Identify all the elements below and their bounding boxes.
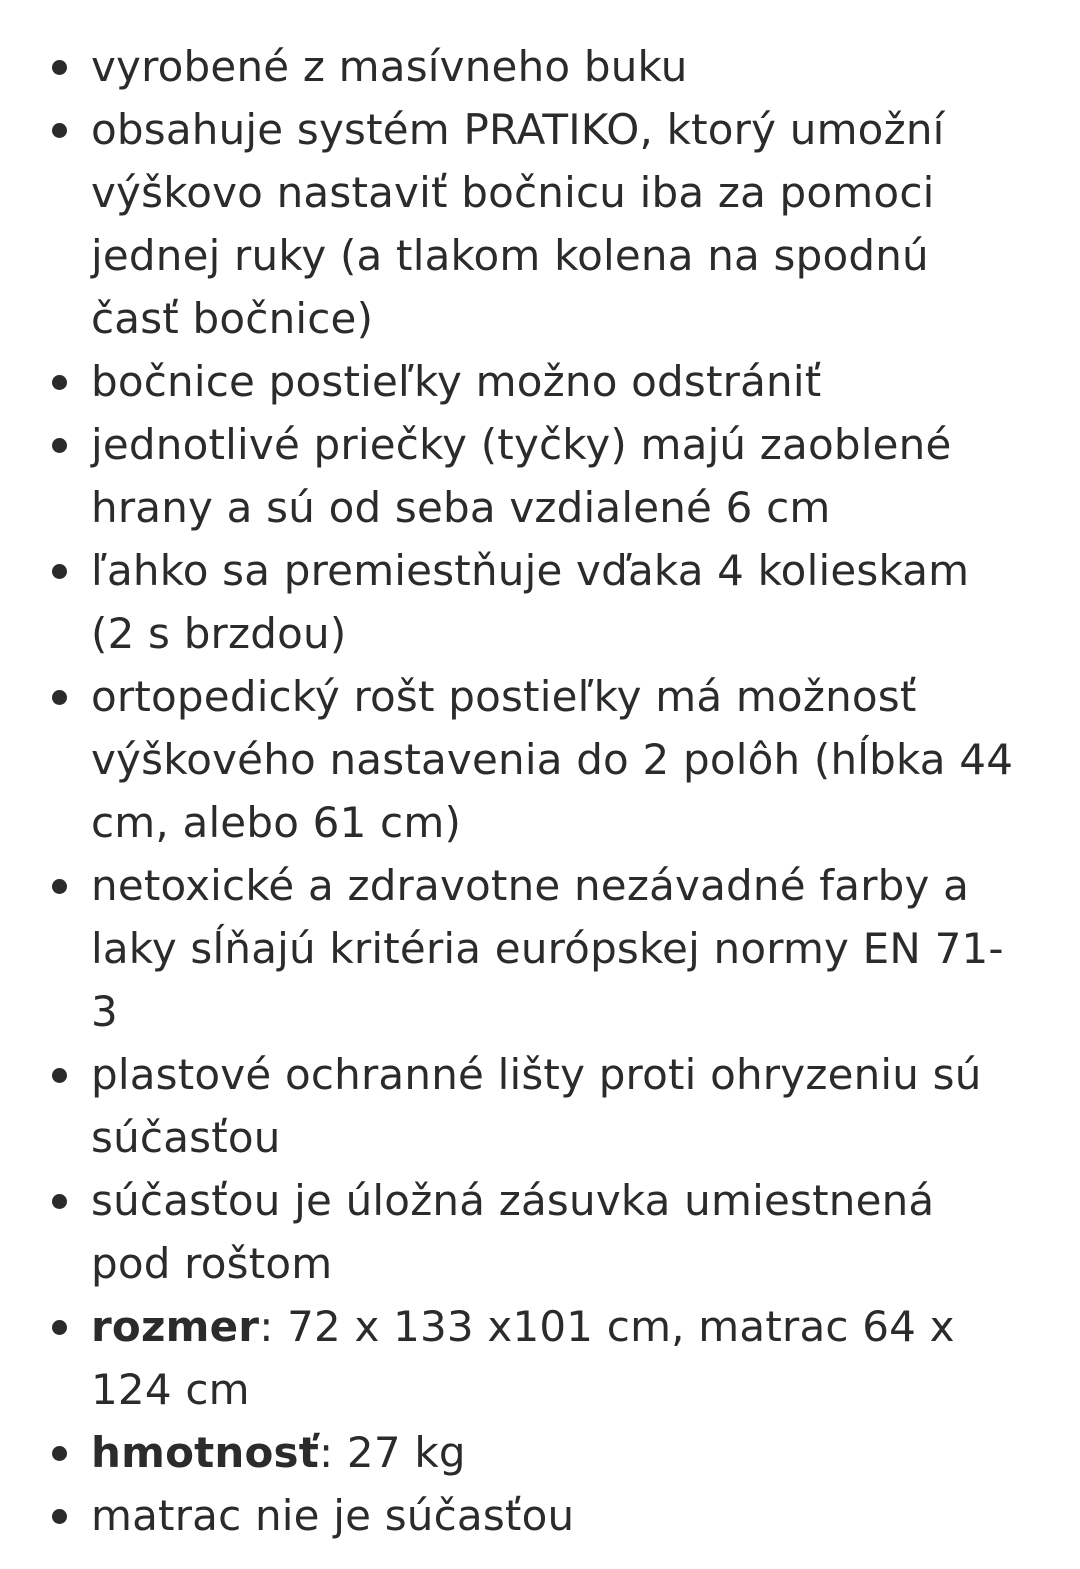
list-item <box>0 665 1080 854</box>
list-item-text: ortopedický rošt postieľky má možnosť výškového nastavenia do 2 polôh (hĺbka 44 cm, alebo 61 cm) <box>91 672 1014 847</box>
list-item-text: jednotlivé priečky (tyčky) majú zaoblené hrany a sú od seba vzdialené 6 cm <box>91 420 952 532</box>
bullet-icon <box>52 879 67 894</box>
bullet-icon <box>52 438 67 453</box>
bullet-icon <box>52 1194 67 1209</box>
list-item-text: vyrobené z masívneho buku <box>91 42 688 91</box>
list-item <box>0 539 1080 665</box>
list-item-text: obsahuje systém PRATIKO, ktorý umožní výškovo nastaviť bočnicu iba za pomoci jednej ruky (a tlakom kolena na spodnú časť bočnice) <box>91 105 945 343</box>
list-item-text: plastové ochranné lišty proti ohryzeniu sú súčasťou <box>91 1050 982 1162</box>
bullet-icon <box>52 1509 67 1524</box>
bullet-icon <box>52 1320 67 1335</box>
list-item <box>0 350 1080 413</box>
list-item-text: matrac nie je súčasťou <box>91 1491 575 1540</box>
list-item <box>0 854 1080 1043</box>
bullet-icon <box>52 123 67 138</box>
list-item <box>0 1169 1080 1295</box>
bullet-icon <box>52 1068 67 1083</box>
list-item-text: bočnice postieľky možno odstrániť <box>91 357 822 406</box>
list-item <box>0 1043 1080 1169</box>
bullet-icon <box>52 1446 67 1461</box>
bullet-icon <box>52 60 67 75</box>
weight-value: : 27 kg <box>319 1428 466 1477</box>
list-item <box>0 98 1080 350</box>
list-item-weight <box>0 1421 1080 1484</box>
bullet-icon <box>52 375 67 390</box>
size-value: : 72 x 133 x101 cm, matrac 64 x 124 cm <box>91 1302 955 1414</box>
list-item <box>0 35 1080 98</box>
weight-label: hmotnosť <box>91 1428 320 1477</box>
list-item-text: ľahko sa premiestňuje vďaka 4 kolieskam (2 s brzdou) <box>91 546 970 658</box>
list-item-size <box>0 1295 1080 1421</box>
bullet-icon <box>52 564 67 579</box>
bullet-icon <box>52 690 67 705</box>
list-item-text: netoxické a zdravotne nezávadné farby a laky sĺňajú kritéria európskej normy EN 71-3 <box>91 861 1004 1036</box>
size-label: rozmer <box>91 1302 260 1351</box>
list-item <box>0 1484 1080 1547</box>
list-item-text: súčasťou je úložná zásuvka umiestnená pod roštom <box>91 1176 935 1288</box>
list-item <box>0 413 1080 539</box>
